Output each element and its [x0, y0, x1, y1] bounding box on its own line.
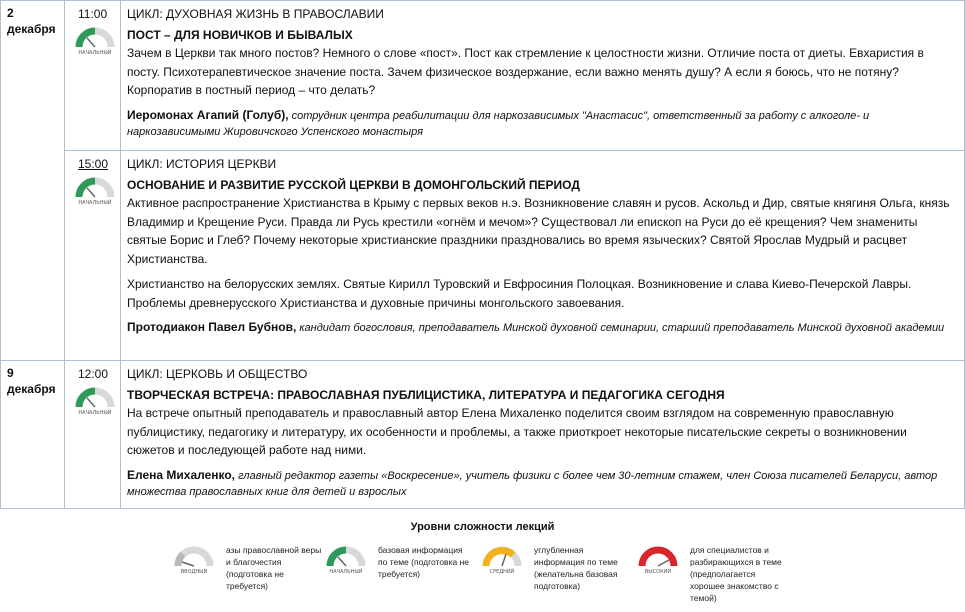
lecture-time: 11:00 [78, 7, 108, 21]
intro-gauge-icon [172, 544, 216, 579]
lecture-description: Активное распространение Христианства в Крыму с первых веков н.э. Возникновение славян и русов. Аскольд и Дир, святые княгиня Ольга, князь Владимир и Крещение Руси. Правда ли Русь крестили «огнём и мечом»? Существовал ли епископ на Руси до её крещения? Чем знамениты святые Борис и Глеб? Почему некоторые христианские праздники праздновались во время языческих? Святой Ярослав Мудрый и расцвет Христианства. [127, 196, 950, 266]
intermediate-gauge-icon [480, 544, 524, 579]
lecture-speaker [127, 319, 956, 336]
time-cell [65, 361, 121, 509]
difficulty-legend [0, 520, 965, 612]
date-cell [1, 361, 65, 509]
lecture-description: Христианство на белорусских землях. Святые Кирилл Туровский и Евфросиния Полоцкая. Возникновение и слава Киево-Печерской Лавры. Проблемы древнерусского Христианства и духовные причины монгольского завоевания. [127, 277, 912, 310]
lecture-speaker [127, 107, 956, 140]
legend-title: Уровни сложности лекций [410, 521, 555, 533]
lecture-cycle: ЦИКЛ: ДУХОВНАЯ ЖИЗНЬ В ПРАВОСЛАВИИ [127, 7, 384, 21]
gauge-label: СРЕДНИЙ [489, 569, 515, 574]
date-day: 2 [7, 6, 14, 20]
legend-text: азы православной веры и благочестия (подготовка не требуется) [226, 545, 322, 591]
lecture-time: 15:00 [78, 157, 109, 171]
lecture-time: 12:00 [78, 367, 109, 381]
gauge-label: НАЧАЛЬНЫЙ [78, 200, 112, 205]
beginner-gauge-icon [324, 544, 368, 579]
date-day: 9 [7, 366, 14, 380]
lecture-title: ТВОРЧЕСКАЯ ВСТРЕЧА: ПРАВОСЛАВНАЯ ПУБЛИЦИСТИКА, ЛИТЕРАТУРА И ПЕДАГОГИКА СЕГОДНЯ [127, 388, 725, 402]
lecture-cycle: ЦИКЛ: ЦЕРКОВЬ И ОБЩЕСТВО [127, 367, 308, 381]
time-cell [65, 1, 121, 151]
lecture-title: ПОСТ – ДЛЯ НОВИЧКОВ И БЫВАЛЫХ [127, 28, 353, 42]
speaker-role: сотрудник центра реабилитации для наркозависимых "Анастасис", ответственный за работу с алкоголе- и наркозависимыми Жировичского Успенского монастыря [127, 109, 870, 138]
schedule-row [1, 1, 965, 151]
gauge-label: НАЧАЛЬНЫЙ [78, 50, 112, 55]
legend-text: углубленная информация по теме (желательна базовая подготовка) [534, 545, 618, 591]
gauge-label: НАЧАЛЬНЫЙ [78, 410, 112, 415]
speaker-name: Протодиакон Павел Бубнов, [127, 320, 297, 334]
advanced-gauge-icon [636, 544, 680, 579]
lecture-title: ОСНОВАНИЕ И РАЗВИТИЕ РУССКОЙ ЦЕРКВИ В ДОМОНГОЛЬСКИЙ ПЕРИОД [127, 178, 580, 192]
gauge-label: НАЧАЛЬНЫЙ [329, 569, 363, 574]
schedule-row [1, 151, 965, 361]
lecture-body [121, 1, 965, 151]
speaker-role: главный редактор газеты «Воскресение», учитель физики с более чем 30-летним стажем, член Союза писателей Беларуси, автор множества православных книг для детей и взрослых [127, 469, 938, 498]
date-cell [1, 151, 65, 361]
speaker-name: Елена Михаленко, [127, 467, 236, 482]
lecture-body [121, 151, 965, 361]
level-gauge-icon [73, 387, 119, 415]
legend-text: базовая информация по теме (подготовка не требуется) [378, 545, 469, 579]
lecture-description: На встрече опытный преподаватель и православный автор Елена Михаленко поделится своим взглядом на современную православную публицистику, педагогику и литературу, их особенности и проблемы, а также приоткроет некоторые писательские секреты о возникновении сюжетов и последующей работе над ними. [127, 406, 907, 457]
time-cell [65, 151, 121, 361]
date-month: декабря [7, 22, 56, 36]
schedule-row [1, 361, 965, 509]
legend-text: для специалистов и разбирающихся в теме (предполагается хорошее знакомство с темой) [690, 545, 782, 603]
gauge-label: ВЫСОКИЙ [644, 569, 672, 574]
lecture-body [121, 361, 965, 509]
speaker-role: кандидат богословия, преподаватель Минской духовной семинарии, старший преподаватель Минской духовной академии [296, 322, 945, 334]
level-gauge-icon [73, 177, 119, 205]
gauge-label: ВВОДНЫЙ [180, 569, 208, 574]
level-gauge-icon [73, 27, 119, 55]
lecture-description: Зачем в Церкви так много постов? Немного о слове «пост». Пост как стремление к целостности жизни. Отличие поста от диеты. Евхаристия в посту. Психотерапевтическое значение поста. Зачем физическое воздержание, если важно менять душу? А если я боюсь, что не потяну? Корпоратив в постный период – что делать? [127, 46, 924, 97]
lecture-speaker [127, 467, 956, 500]
date-month: декабря [7, 382, 56, 396]
lecture-cycle: ЦИКЛ: ИСТОРИЯ ЦЕРКВИ [127, 157, 277, 171]
date-cell [1, 1, 65, 151]
speaker-name: Иеромонах Агапий (Голуб), [127, 107, 289, 122]
